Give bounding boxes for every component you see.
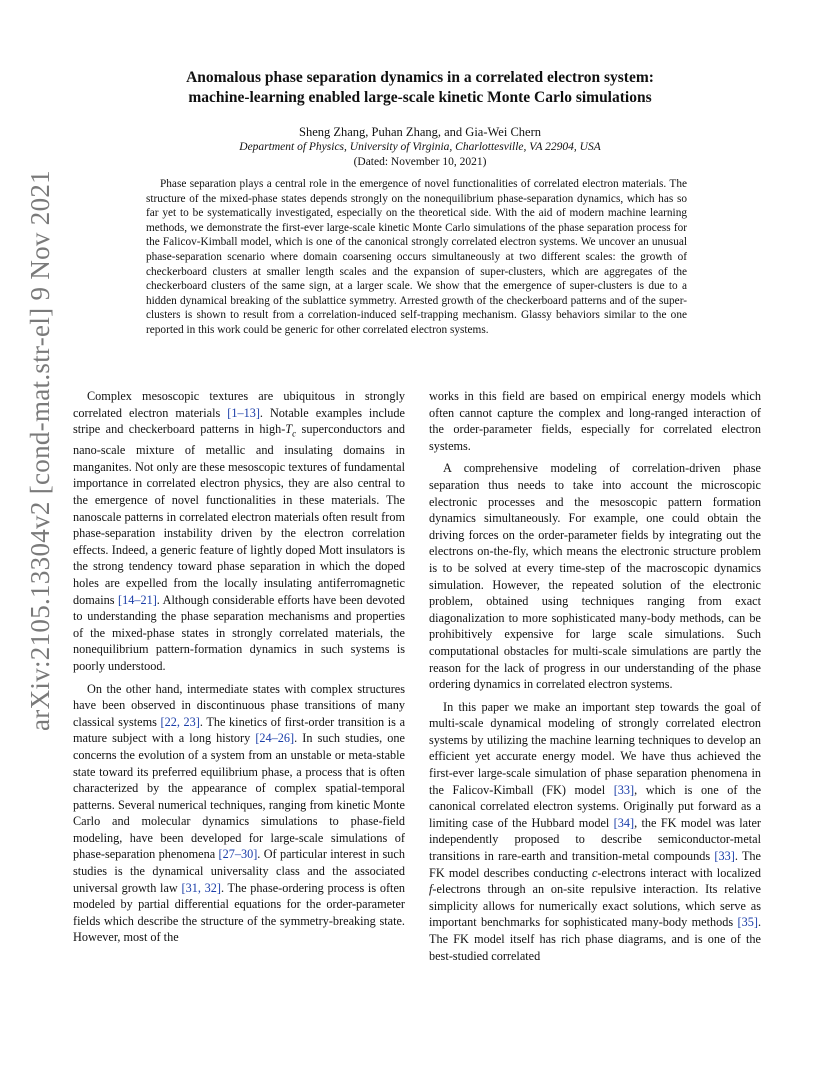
citation-link[interactable]: [24–26] — [255, 731, 295, 746]
citation-link[interactable]: [35] — [737, 915, 758, 930]
citation-link[interactable]: [27–30] — [218, 847, 258, 862]
citation-link[interactable]: [14–21] — [118, 592, 157, 607]
title-line-2: machine-learning enabled large-scale kinetic Monte Carlo simulations — [188, 89, 652, 106]
citation-link[interactable]: [31, 32] — [181, 880, 221, 895]
text-run: . The FK model itself has rich phase diagrams, and is one of the best-studied correlated — [429, 915, 761, 963]
text-run: . In such studies, one concerns the evolution of a system from an unstable or meta-stable state toward its preferred equilibrium phase, a process that is often characterized by the appearance of complex spatial-temporal patterns. Several numerical techniques, ranging from kinetic Monte Carlo and molecular dynamics simulations to phase-field modeling, have been developed for large-scale simulations of phase-separation phenomena — [73, 731, 405, 862]
arxiv-identifier-stamp — [18, 60, 62, 840]
title-line-1: Anomalous phase separation dynamics in a correlated electron system: — [186, 69, 654, 86]
citation-link[interactable]: [34] — [613, 815, 635, 830]
affiliation: Department of Physics, University of Virginia, Charlottesville, VA 22904, USA — [239, 141, 601, 153]
text-run: In this paper we make an important step towards the goal of multi-scale dynamical modeling of strongly correlated electron systems by utilizing the machine learning techniques to develop an efficient yet accurate energy model. We have thus achieved the first-ever large-scale simulation of phase separation phenomena in the Falicov-Kimball (FK) model — [429, 699, 761, 797]
paragraph — [429, 699, 761, 965]
text-run: -electrons interact with localized — [597, 865, 761, 880]
arxiv-stamp-text: arXiv:2105.13304v2 [cond-mat.str-el] 9 Nov 2021 — [24, 169, 55, 731]
paragraph — [73, 681, 405, 947]
text-run: On the other hand, intermediate states with complex structures have been observed in discontinuous phase transitions of many classical systems — [73, 681, 405, 729]
paragraph: A comprehensive modeling of correlation-driven phase separation thus needs to take into account the microscopic electronic processes and the mesoscopic pattern formation dynamics simultaneously. For example, one could obtain the driving forces on the order-parameter fields by integrating out the electrons on-the-fly, which means the electronic structure problem is to be solved at every time-step of the macroscopic dynamics simulation. However, the repeated solution of the electronic problem, obtained using techniques ranging from exact diagonalization to more sophisticated many-body methods, can be prohibitively expensive for large scale simulations. Such computational obstacles for multi-scale simulations are partly the reason for the lack of progress in our understanding of the phase ordering dynamics in correlated electron systems. — [429, 461, 761, 692]
paper-title — [100, 68, 740, 108]
citation-link[interactable]: [33] — [714, 849, 735, 864]
text-run: . Of particular interest in such studies is the dynamical universality class and the associated universal growth law — [73, 847, 405, 895]
citation-link[interactable]: [33] — [613, 782, 635, 797]
body-column-left — [73, 388, 405, 952]
paragraph: works in this field are based on empirical energy models which often cannot capture the complex and long-ranged interaction of the order-parameter fields, especially for correlated electron systems. — [429, 389, 761, 453]
body-column-right — [429, 388, 761, 970]
math-symbol: c — [592, 865, 598, 880]
date-line: (Dated: November 10, 2021) — [353, 156, 487, 168]
citation-link[interactable]: [22, 23] — [160, 714, 200, 729]
text-run: -electrons through an on-site repulsive interaction. Its relative simplicity allows for numerically exact solutions, which serve as important benchmarks for sophisticated many-body methods — [429, 882, 761, 930]
paragraph — [73, 388, 405, 675]
text-run: . Notable examples include stripe and checkerboard patterns in high- — [73, 405, 405, 437]
paper-header — [100, 68, 740, 170]
text-run: . The kinetics of first-order transition is a mature subject with a long history — [73, 714, 406, 746]
text-run: . The phase-ordering process is often modeled by partial differential equations for the order-parameter fields which describe the structure of the symmetry-breaking state. However, most of the — [73, 880, 406, 945]
math-symbol: f — [429, 882, 433, 897]
text-run: Complex mesoscopic textures are ubiquitous in strongly correlated electron materials — [73, 389, 405, 420]
text-run: , the FK model was later independently proposed to describe semiconductor-metal transitions in rare-earth and transition-metal compounds — [429, 815, 761, 864]
abstract: Phase separation plays a central role in the emergence of novel functionalities of correlated electron materials. The structure of the mixed-phase states depends strongly on the nonequilibrium phase-separation dynamics, which has so far yet to be systematically investigated, especially on the theoretical side. With the aid of modern machine learning methods, we demonstrate the first-ever large-scale kinetic Monte Carlo simulations of the phase separation process for the Falicov-Kimball model, which is one of the canonical strongly correlated electron systems. We uncover an unusual phase-separation scenario where domain coarsening occurs simultaneously at two different scales: the growth of checkerboard clusters at smaller length scales and the expansion of super-clusters, which are aggregates of the checkerboard clusters of the same sign, at a larger scale. We show that the emergence of super-clusters is due to a hidden dynamical breaking of the sublattice symmetry. Arrested growth of the checkerboard patterns and of the super-clusters is shown to result from a correlation-induced self-trapping mechanism. Glassy behaviors similar to the one reported in this work could be generic for other correlated electron systems. — [146, 178, 687, 336]
citation-link[interactable]: [1–13] — [227, 405, 260, 420]
text-run: . The FK model describes conducting — [429, 849, 761, 880]
text-run: . Although considerable efforts have been devoted to understanding the phase separation mechanisms and properties of the mixed-phase states in strongly correlated materials, the nonequilibrium pattern-formation dynamics in such systems is poorly understood. — [73, 592, 406, 673]
text-run: , which is one of the canonical correlated electron systems. Originally put forward as a limiting case of the Hubbard model — [429, 782, 762, 830]
author-list: Sheng Zhang, Puhan Zhang, and Gia-Wei Chern — [299, 125, 541, 139]
text-run: superconductors and nano-scale mixture of metallic and insulating domains in manganites. Not only are these mesoscopic textures of fundamental importance in correlated electron physics, they are also central to the emergence of novel functionalities in these materials. The nanoscale patterns in correlated electron materials often result from phase-separation instability driven by the electron correlation effects. Indeed, a generic feature of lightly doped Mott insulators is the strong tendency toward phase separation in which the doped holes are expelled from the locally insulating antiferromagnetic domains — [73, 422, 405, 607]
math-symbol: T — [285, 422, 293, 437]
math-subscript: c — [292, 428, 297, 439]
